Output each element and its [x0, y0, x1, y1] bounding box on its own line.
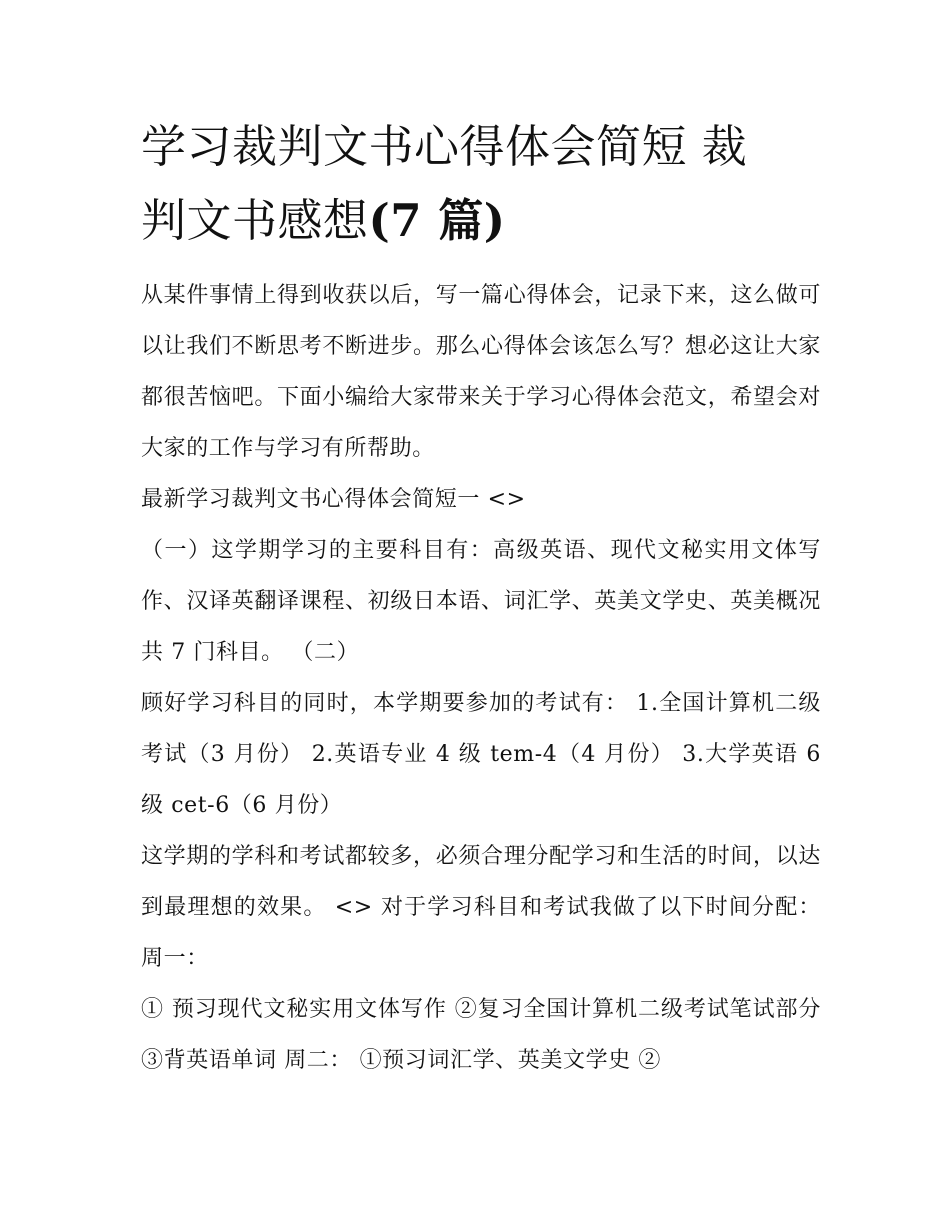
- title-count: (7 篇): [368, 194, 506, 247]
- schedule-paragraph: ① 预习现代文秘实用文体写作 ②复习全国计算机二级考试笔试部分 ③背英语单词 周二： ①预习词汇学、英美文学史 ②: [141, 997, 821, 1073]
- intro-paragraph: 从某件事情上得到收获以后，写一篇心得体会，记录下来，这么做可以让我们不断思考不断进步。那么心得体会该怎么写？想必这让大家都很苦恼吧。下面小编给大家带来关于学习心得体会范文，希望会对大家的工作与学习有所帮助。: [141, 283, 821, 461]
- document-body: [141, 110, 821, 1086]
- document-title: [141, 110, 821, 258]
- schedule-intro-paragraph: 这学期的学科和考试都较多，必须合理分配学习和生活的时间，以达到最理想的效果。 <> 对于学习科目和考试我做了以下时间分配： 周一：: [141, 844, 821, 971]
- subjects-paragraph: （一）这学期学习的主要科目有：高级英语、现代文秘实用文体写作、汉译英翻译课程、初级日本语、词汇学、英美文学史、英美概况共 7 门科目。 （二）: [141, 538, 821, 665]
- section-heading: 最新学习裁判文书心得体会简短一 <>: [141, 487, 526, 512]
- exams-paragraph: 顾好学习科目的同时，本学期要参加的考试有： 1.全国计算机二级考试（3 月份） 2.英语专业 4 级 tem-4（4 月份） 3.大学英语 6 级 cet-6（6 月份）: [141, 691, 821, 818]
- title-line-1: 学习裁判文书心得体会简短 裁: [141, 120, 748, 173]
- title-line-2: 判文书感想: [141, 194, 369, 247]
